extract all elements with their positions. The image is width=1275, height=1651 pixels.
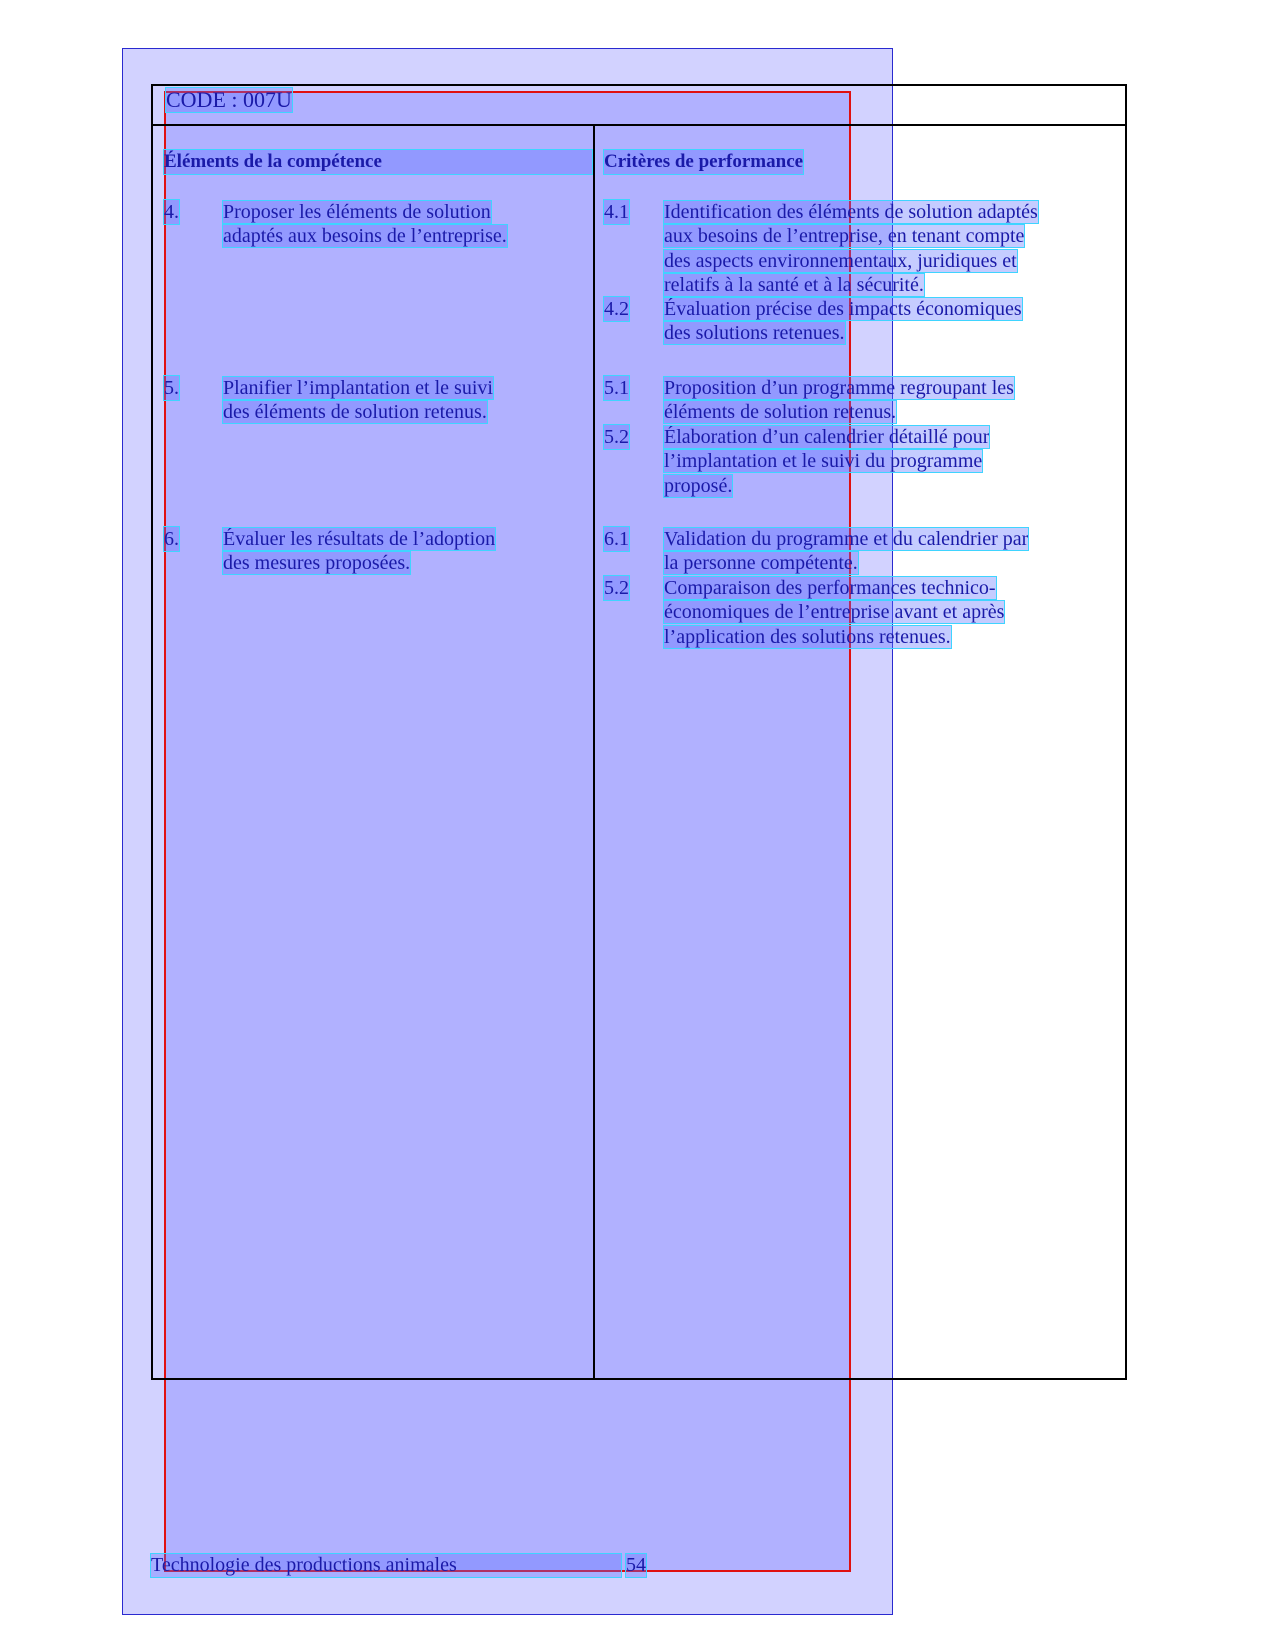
criterion-number: 5.1 — [604, 377, 629, 399]
criterion-number: 4.1 — [604, 201, 629, 223]
text-line: proposé. — [664, 474, 733, 497]
text-line: Évaluation précise des impacts économiques — [664, 298, 1022, 320]
text-line: des éléments de solution retenus. — [223, 401, 487, 424]
elements-column-header: Éléments de la compétence — [164, 150, 592, 174]
element-text — [223, 376, 493, 425]
text-line: des aspects environnementaux, juridiques et — [664, 249, 1017, 272]
text-line: l’implantation et le suivi du programme — [664, 450, 983, 473]
text-line: adaptés aux besoins de l’entreprise. — [223, 225, 507, 248]
criteria-column-header: Critères de performance — [604, 151, 804, 172]
text-line: économiques de l’entreprise avant et après — [664, 601, 1005, 624]
criterion-number: 5.2 — [604, 577, 629, 599]
criterion-text — [664, 200, 1038, 297]
text-line: Proposer les éléments de solution — [223, 201, 491, 223]
element-text — [223, 200, 507, 249]
element-text — [223, 527, 495, 576]
column-divider — [593, 124, 595, 1378]
element-number: 5. — [164, 377, 179, 399]
text-line: Planifier l’implantation et le suivi — [223, 377, 493, 399]
element-number: 6. — [164, 528, 179, 550]
text-line: des solutions retenues. — [664, 322, 845, 345]
text-line: relatifs à la santé et à la sécurité. — [664, 273, 924, 296]
text-line: éléments de solution retenus. — [664, 401, 897, 424]
criterion-number: 6.1 — [604, 528, 629, 550]
element-number: 4. — [164, 201, 179, 223]
text-line: l’application des solutions retenues. — [664, 625, 951, 648]
text-line: Proposition d’un programme regroupant les — [664, 377, 1014, 399]
criterion-text — [664, 576, 1004, 649]
text-line: Identification des éléments de solution adaptés — [664, 201, 1038, 223]
text-line: aux besoins de l’entreprise, en tenant compte — [664, 225, 1025, 248]
criterion-text — [664, 297, 1022, 346]
text-line: des mesures proposées. — [223, 552, 411, 575]
header-divider — [153, 124, 1125, 126]
text-line: la personne compétente. — [664, 552, 858, 575]
criterion-text — [664, 425, 989, 498]
criterion-text — [664, 376, 1014, 425]
criterion-number: 5.2 — [604, 426, 629, 448]
text-line: Évaluer les résultats de l’adoption — [223, 528, 496, 550]
criterion-number: 4.2 — [604, 298, 629, 320]
text-line: Validation du programme et du calendrier par — [664, 528, 1029, 550]
text-line: Comparaison des performances technico- — [664, 577, 996, 599]
text-line: Élaboration d’un calendrier détaillé pour — [664, 426, 990, 448]
code-label: CODE : 007U — [166, 87, 292, 112]
criterion-text — [664, 527, 1028, 576]
page-number: 54 — [626, 1554, 646, 1576]
footer-title: Technologie des productions animales — [151, 1554, 621, 1577]
